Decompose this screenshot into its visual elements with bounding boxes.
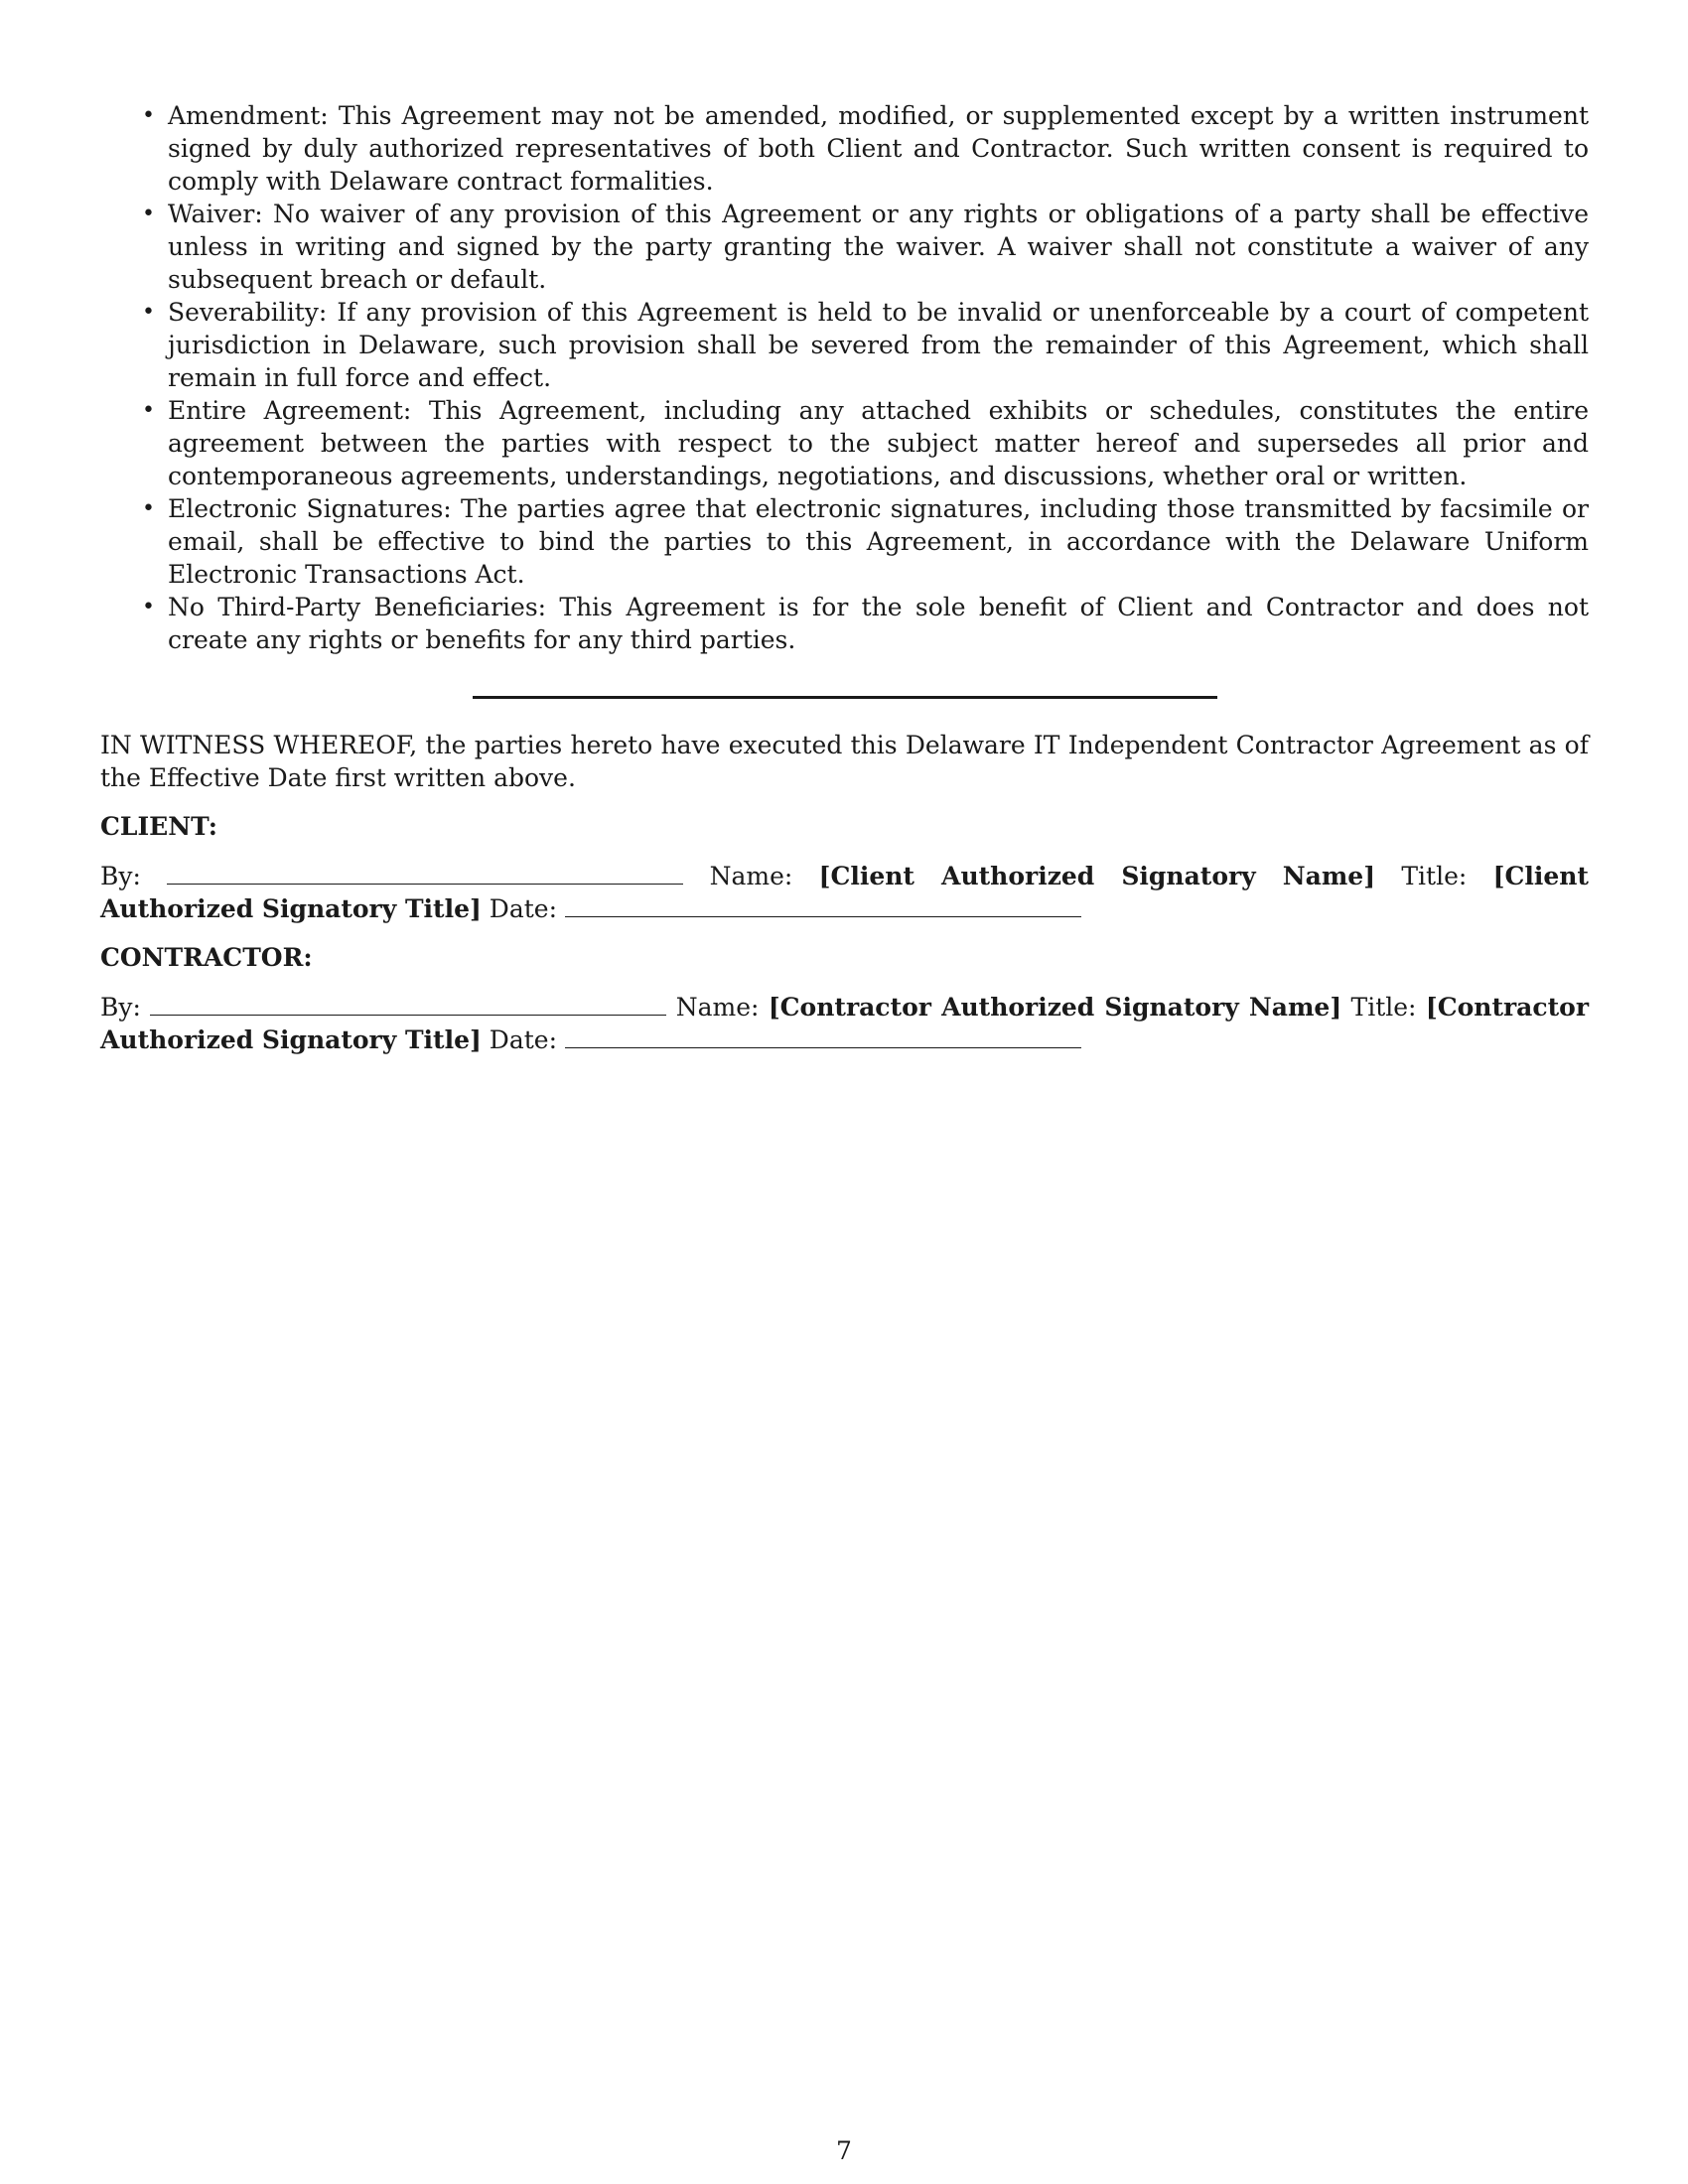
clause-text: Waiver: No waiver of any provision of this Agreement or any rights or obligations of a party shall be effective unless in writing and signed by the party granting the waiver. A waiver shall not constitute a waiver of any subsequent breach or default.: [168, 200, 1589, 294]
bullet-icon: •: [142, 496, 155, 521]
client-by-label: By:: [100, 862, 141, 890]
section-divider: [473, 696, 1217, 699]
clause-electronic-signatures: [100, 492, 1589, 591]
contractor-title-value: [Contractor Authorized Signatory Title]: [100, 993, 1589, 1054]
bullet-icon: •: [142, 202, 155, 226]
contractor-heading: CONTRACTOR:: [100, 943, 313, 972]
bullet-icon: •: [142, 398, 155, 423]
contractor-by-label: By:: [100, 993, 141, 1022]
contractor-name-value: [Contractor Authorized Signatory Name]: [768, 993, 1342, 1022]
clause-text: No Third-Party Beneficiaries: This Agreement is for the sole benefit of Client and Contractor and does not create any rights or benefits for any third parties.: [168, 593, 1589, 654]
contractor-title-label: Title:: [1350, 993, 1417, 1022]
clause-waiver: [100, 198, 1589, 296]
clause-text: Amendment: This Agreement may not be amended, modified, or supplemented except by a written instrument signed by duly authorized representatives of both Client and Contractor. Such written consent is required to comply with Delaware contract formalities.: [168, 101, 1589, 196]
clause-amendment: [100, 99, 1589, 198]
contractor-signature-line[interactable]: [150, 991, 666, 1016]
client-signature-block: [100, 860, 1589, 925]
client-name-label: Name:: [709, 862, 793, 890]
client-date-label: Date:: [489, 894, 558, 923]
client-name-value: [Client Authorized Signatory Name]: [818, 862, 1376, 890]
witness-statement: IN WITNESS WHEREOF, the parties hereto have executed this Delaware IT Independent Contractor Agreement as of the Effective Date first written above.: [100, 731, 1589, 792]
client-title-label: Title:: [1401, 862, 1468, 890]
contractor-signature-block: [100, 991, 1589, 1056]
clause-no-third-party-beneficiaries: [100, 591, 1589, 656]
contractor-date-label: Date:: [489, 1025, 558, 1054]
bullet-icon: •: [142, 595, 155, 619]
bullet-icon: •: [142, 103, 155, 128]
client-date-line[interactable]: [565, 892, 1081, 917]
clause-text: Severability: If any provision of this Agreement is held to be invalid or unenforceable by a court of competent jurisdiction in Delaware, such provision shall be severed from the remainder of this Agreement, which shall remain in full force and effect.: [168, 298, 1589, 392]
document-page: [100, 99, 1589, 1072]
clause-entire-agreement: [100, 394, 1589, 492]
contractor-date-line[interactable]: [565, 1024, 1081, 1048]
client-heading: CLIENT:: [100, 812, 218, 841]
contractor-name-label: Name:: [675, 993, 760, 1022]
client-title-value: [Client Authorized Signatory Title]: [100, 862, 1589, 923]
bullet-icon: •: [142, 300, 155, 325]
clause-text: Electronic Signatures: The parties agree that electronic signatures, including those transmitted by facsimile or email, shall be effective to bind the parties to this Agreement, in accordance with the Delaware Uniform Electronic Transactions Act.: [168, 494, 1589, 589]
clause-text: Entire Agreement: This Agreement, including any attached exhibits or schedules, constitutes the entire agreement between the parties with respect to the subject matter hereof and supersedes all prior and contemporaneous agreements, understandings, negotiations, and discussions, whether oral or written.: [168, 396, 1589, 490]
clause-severability: [100, 296, 1589, 394]
boilerplate-clause-list: [100, 99, 1589, 656]
page-number: 7: [836, 2136, 852, 2165]
client-signature-line[interactable]: [167, 860, 683, 885]
